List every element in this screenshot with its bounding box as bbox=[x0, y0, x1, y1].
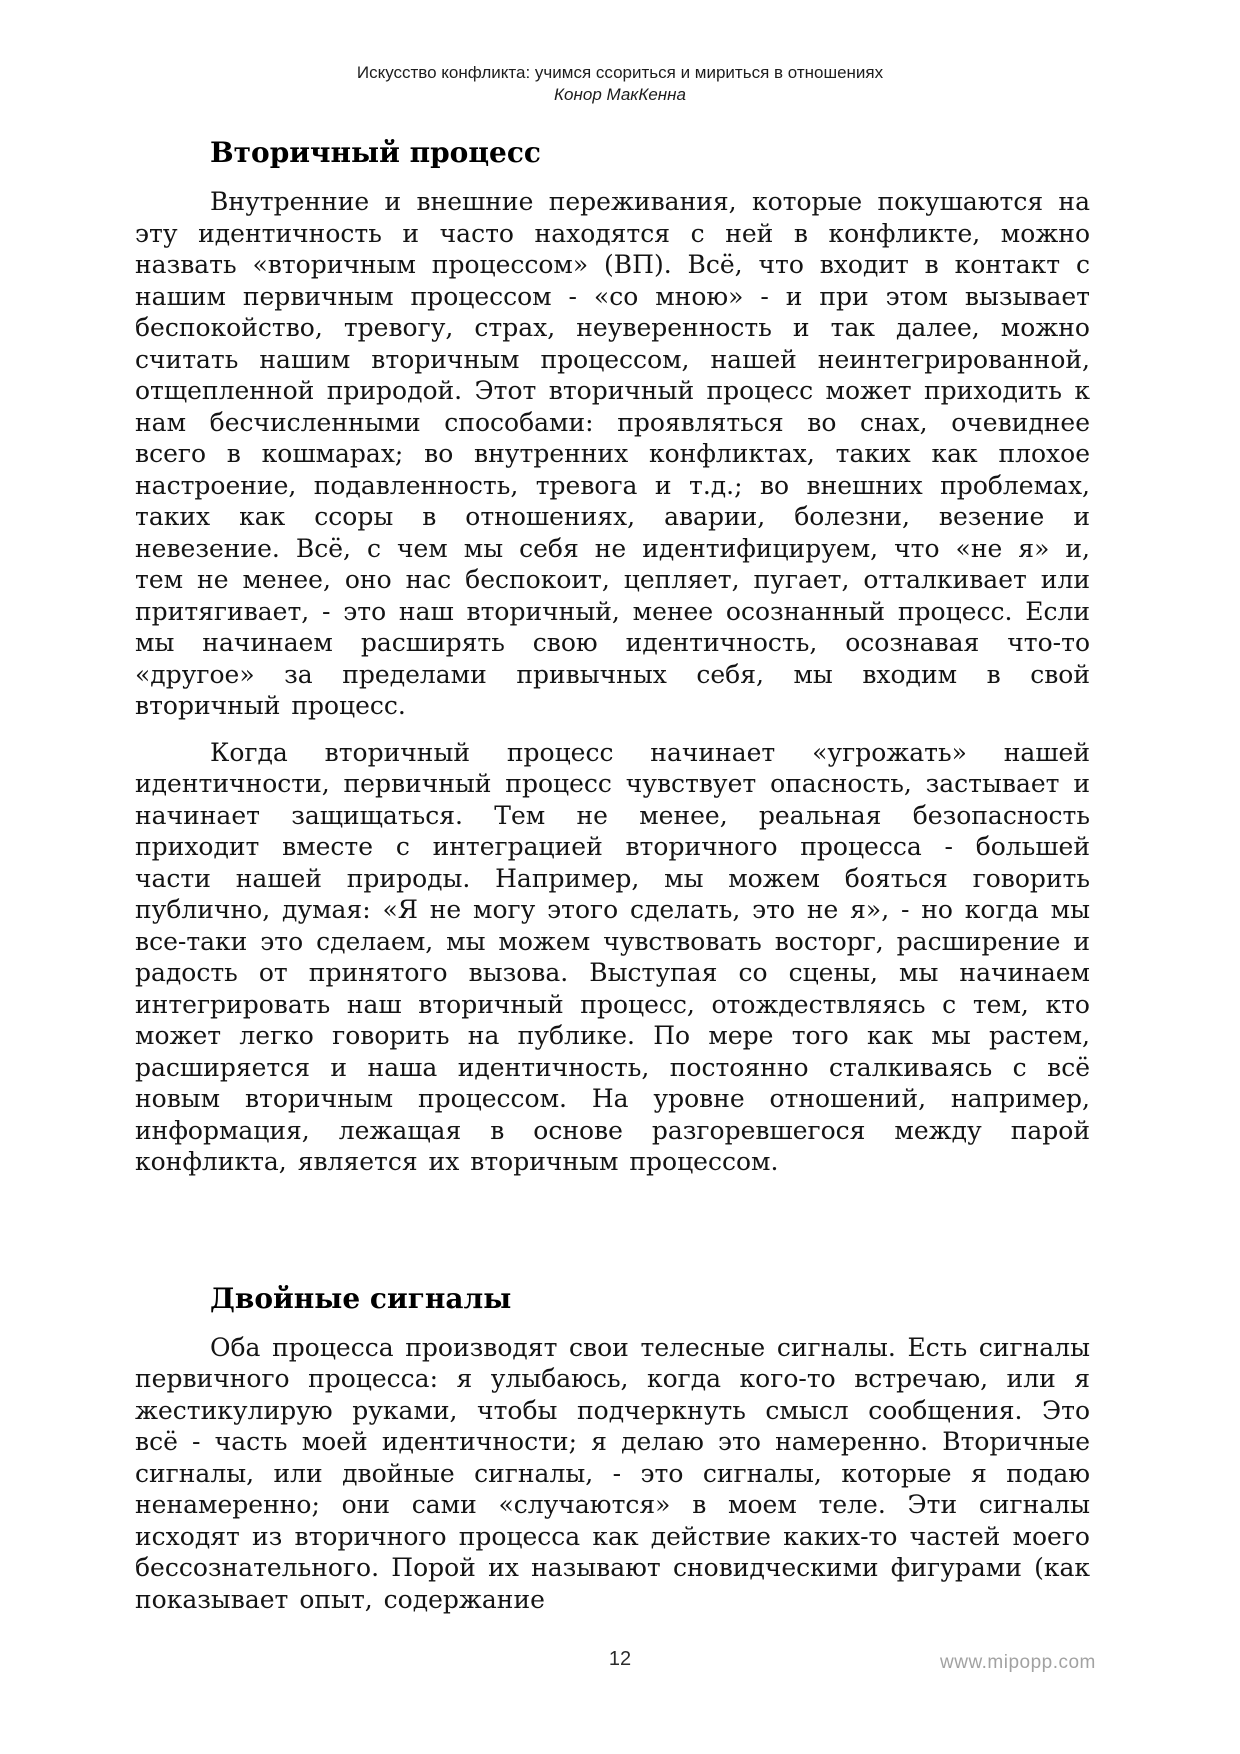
section-heading-secondary-process: Вторичный процесс bbox=[210, 136, 541, 169]
paragraph: Оба процесса производят свои телесные сигналы. Есть сигналы первичного процесса: я улыбаюсь, когда кого-то встречаю, или я жестикулирую руками, чтобы подчеркнуть смысл сообщения. Это всё - часть моей идентичности; я делаю это намеренно. Вторичные сигналы, или двойные сигналы, - это сигналы, которые я подаю ненамеренно; они сами «случаются» в моем теле. Эти сигналы исходят из вторичного процесса как действие каких-то частей моего бессознательного. Порой их называют сновидческими фигурами (как показывает опыт, содержание bbox=[135, 1332, 1090, 1614]
section-heading-double-signals: Двойные сигналы bbox=[210, 1281, 512, 1315]
page-content bbox=[135, 136, 1090, 1615]
paragraph: Внутренние и внешние переживания, которые покушаются на эту идентичность и часто находятся с ней в конфликте, можно назвать «вторичным процессом» (ВП). Всё, что входит в контакт с нашим первичным процессом - «со мною» - и при этом вызывает беспокойство, тревогу, страх, неуверенность и так далее, можно считать нашим вторичным процессом, нашей неинтегрированной, отщепленной природой. Этот вторичный процесс может приходить к нам бесчисленными способами: проявляться во снах, очевиднее всего в кошмарах; во внутренних конфликтах, таких как плохое настроение, подавленность, тревога и т.д.; во внешних проблемах, таких как ссоры в отношениях, аварии, болезни, везение и невезение. Всё, с чем мы себя не идентифицируем, что «не я» и, тем не менее, оно нас беспокоит, цепляет, пугает, отталкивает или притягивает, - это наш вторичный, менее осознанный процесс. Если мы начинаем расширять свою идентичность, осознавая что-то «другое» за пределами привычных себя, мы входим в свой вторичный процесс. bbox=[135, 187, 1090, 720]
website-url: www.mipopp.com bbox=[940, 1652, 1096, 1673]
book-author: Конор МакКенна bbox=[554, 85, 686, 104]
paragraph: Когда вторичный процесс начинает «угрожать» нашей идентичности, первичный процесс чувствует опасность, застывает и начинает защищаться. Тем не менее, реальная безопасность приходит вместе с интеграцией вторичного процесса - большей части нашей природы. Например, мы можем бояться говорить публично, думая: «Я не могу этого сделать, это не я», - но когда мы все-таки это сделаем, мы можем чувствовать восторг, расширение и радость от принятого вызова. Выступая со сцены, мы начинаем интегрировать наш вторичный процесс, отождествляясь с тем, кто может легко говорить на публике. По мере того как мы растем, расширяется и наша идентичность, постоянно сталкиваясь с всё новым вторичным процессом. На уровне отношений, например, информация, лежащая в основе разгоревшегося между парой конфликта, является их вторичным процессом. bbox=[135, 737, 1090, 1176]
running-head bbox=[0, 62, 1240, 106]
book-title: Искусство конфликта: учимся ссориться и мириться в отношениях bbox=[356, 63, 884, 82]
page-number: 12 bbox=[608, 1648, 632, 1670]
